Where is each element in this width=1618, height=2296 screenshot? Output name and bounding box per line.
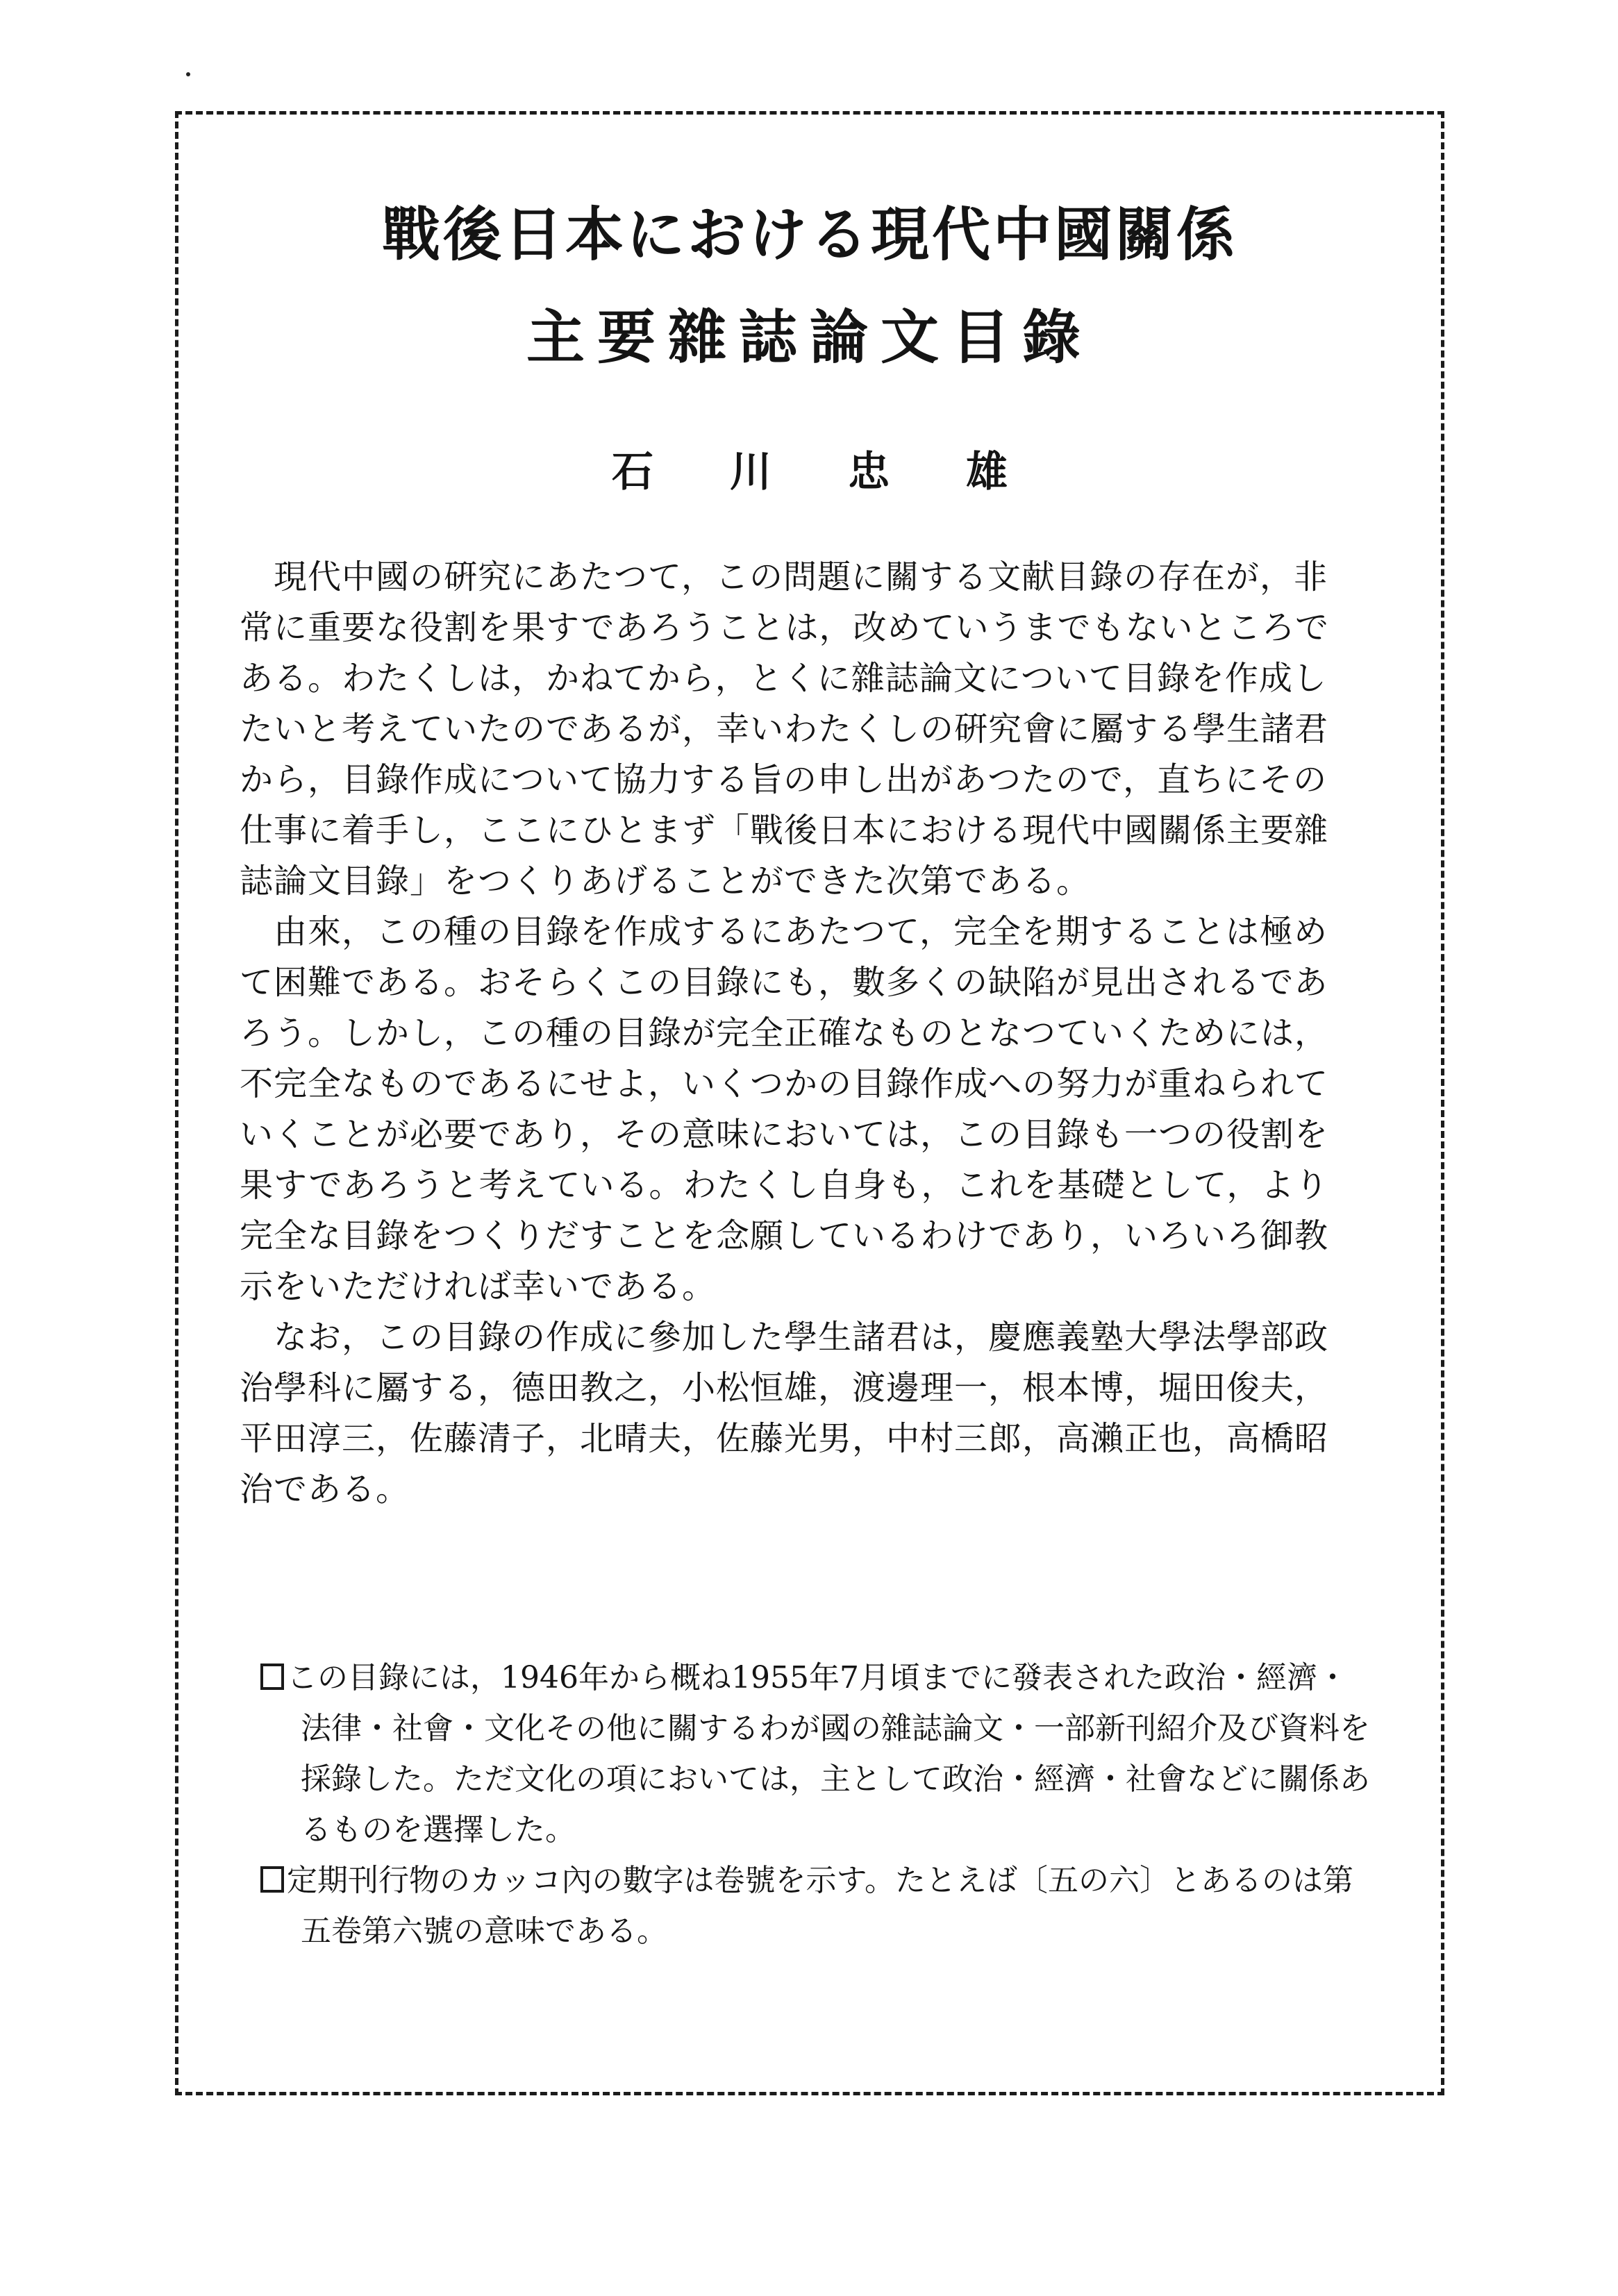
preface-body — [240, 552, 1385, 1515]
note-text: 定期刊行物のカッコ內の數字は卷號を示す。たとえば〔五の六〕とあるのは第 — [287, 1863, 1354, 1898]
body-line: て困難である。おそらくこの目錄にも，數多くの缺陷が見出されるであ — [240, 963, 1328, 1002]
note-continuation: 五卷第六號の意味である。 — [301, 1913, 667, 1949]
document-title-line-1: 戰後日本における現代中國關係 — [381, 200, 1237, 269]
body-line: 示をいただければ幸いである。 — [240, 1267, 717, 1306]
note-item — [260, 1855, 1392, 1906]
author-name: 石川忠雄 — [612, 448, 1084, 496]
body-line: 常に重要な役割を果すであろうことは，改めていうまでもないところで — [240, 608, 1329, 647]
body-line: 不完全なものであるにせよ，いくつかの目錄作成への努力が重ねられて — [240, 1064, 1329, 1103]
body-line: 仕事に着手し，ここにひとまず「戰後日本における現代中國關係主要雜 — [240, 811, 1329, 850]
body-line: 治である。 — [240, 1470, 410, 1509]
body-line: ある。わたくしは，かねてから，とくに雜誌論文について目錄を作成し — [240, 659, 1327, 698]
note-item — [260, 1652, 1392, 1703]
body-line: ろう。しかし，この種の目錄が完全正確なものとなつていくためには， — [240, 1014, 1329, 1053]
body-line: 誌論文目錄」をつくりあげることができた次第である。 — [240, 862, 1091, 900]
body-line: 平田淳三，佐藤清子，北晴夫，佐藤光男，中村三郎，高瀨正也，高橋昭 — [240, 1419, 1329, 1458]
note-continuation: るものを選擇した。 — [301, 1812, 576, 1847]
note-text: この目錄には，1946年から概ね1955年7月頃までに發表された政治・經濟・ — [287, 1660, 1348, 1695]
body-line: いくことが必要であり，その意味においては，この目錄も一つの役割を — [240, 1115, 1329, 1154]
body-line: 果すであろうと考えている。わたくし自身も，これを基礎として，より — [240, 1166, 1329, 1205]
document-title-line-2: 主要雜誌論文目錄 — [526, 303, 1093, 371]
note-continuation: 法律・社會・文化その他に關するわが國の雜誌論文・一部新刊紹介及び資料を — [301, 1711, 1370, 1746]
note-continuation: 採錄した。ただ文化の項においては，主として政治・經濟・社會などに關係あ — [301, 1761, 1370, 1797]
stray-mark — [186, 72, 190, 76]
editorial-notes — [260, 1652, 1392, 1956]
body-line: なお，この目錄の作成に參加した學生諸君は，慶應義塾大學法學部政 — [240, 1318, 1329, 1357]
body-line: 現代中國の硏究にあたつて，この問題に關する文献目錄の存在が，非 — [240, 558, 1328, 596]
body-line: 由來，この種の目錄を作成するにあたつて，完全を期することは極め — [240, 912, 1328, 951]
body-line: から，目錄作成について協力する旨の申し出があつたので，直ちにその — [240, 760, 1328, 799]
checkbox-square-icon — [260, 1866, 284, 1893]
body-line: 治學科に屬する，德田教之，小松恒雄，渡邊理一，根本博，堀田俊夫， — [240, 1368, 1329, 1407]
body-line: 完全な目錄をつくりだすことを念願しているわけであり，いろいろ御教 — [240, 1216, 1329, 1255]
body-line: たいと考えていたのであるが，幸いわたくしの硏究會に屬する學生諸君 — [240, 710, 1329, 748]
checkbox-square-icon — [260, 1664, 284, 1690]
